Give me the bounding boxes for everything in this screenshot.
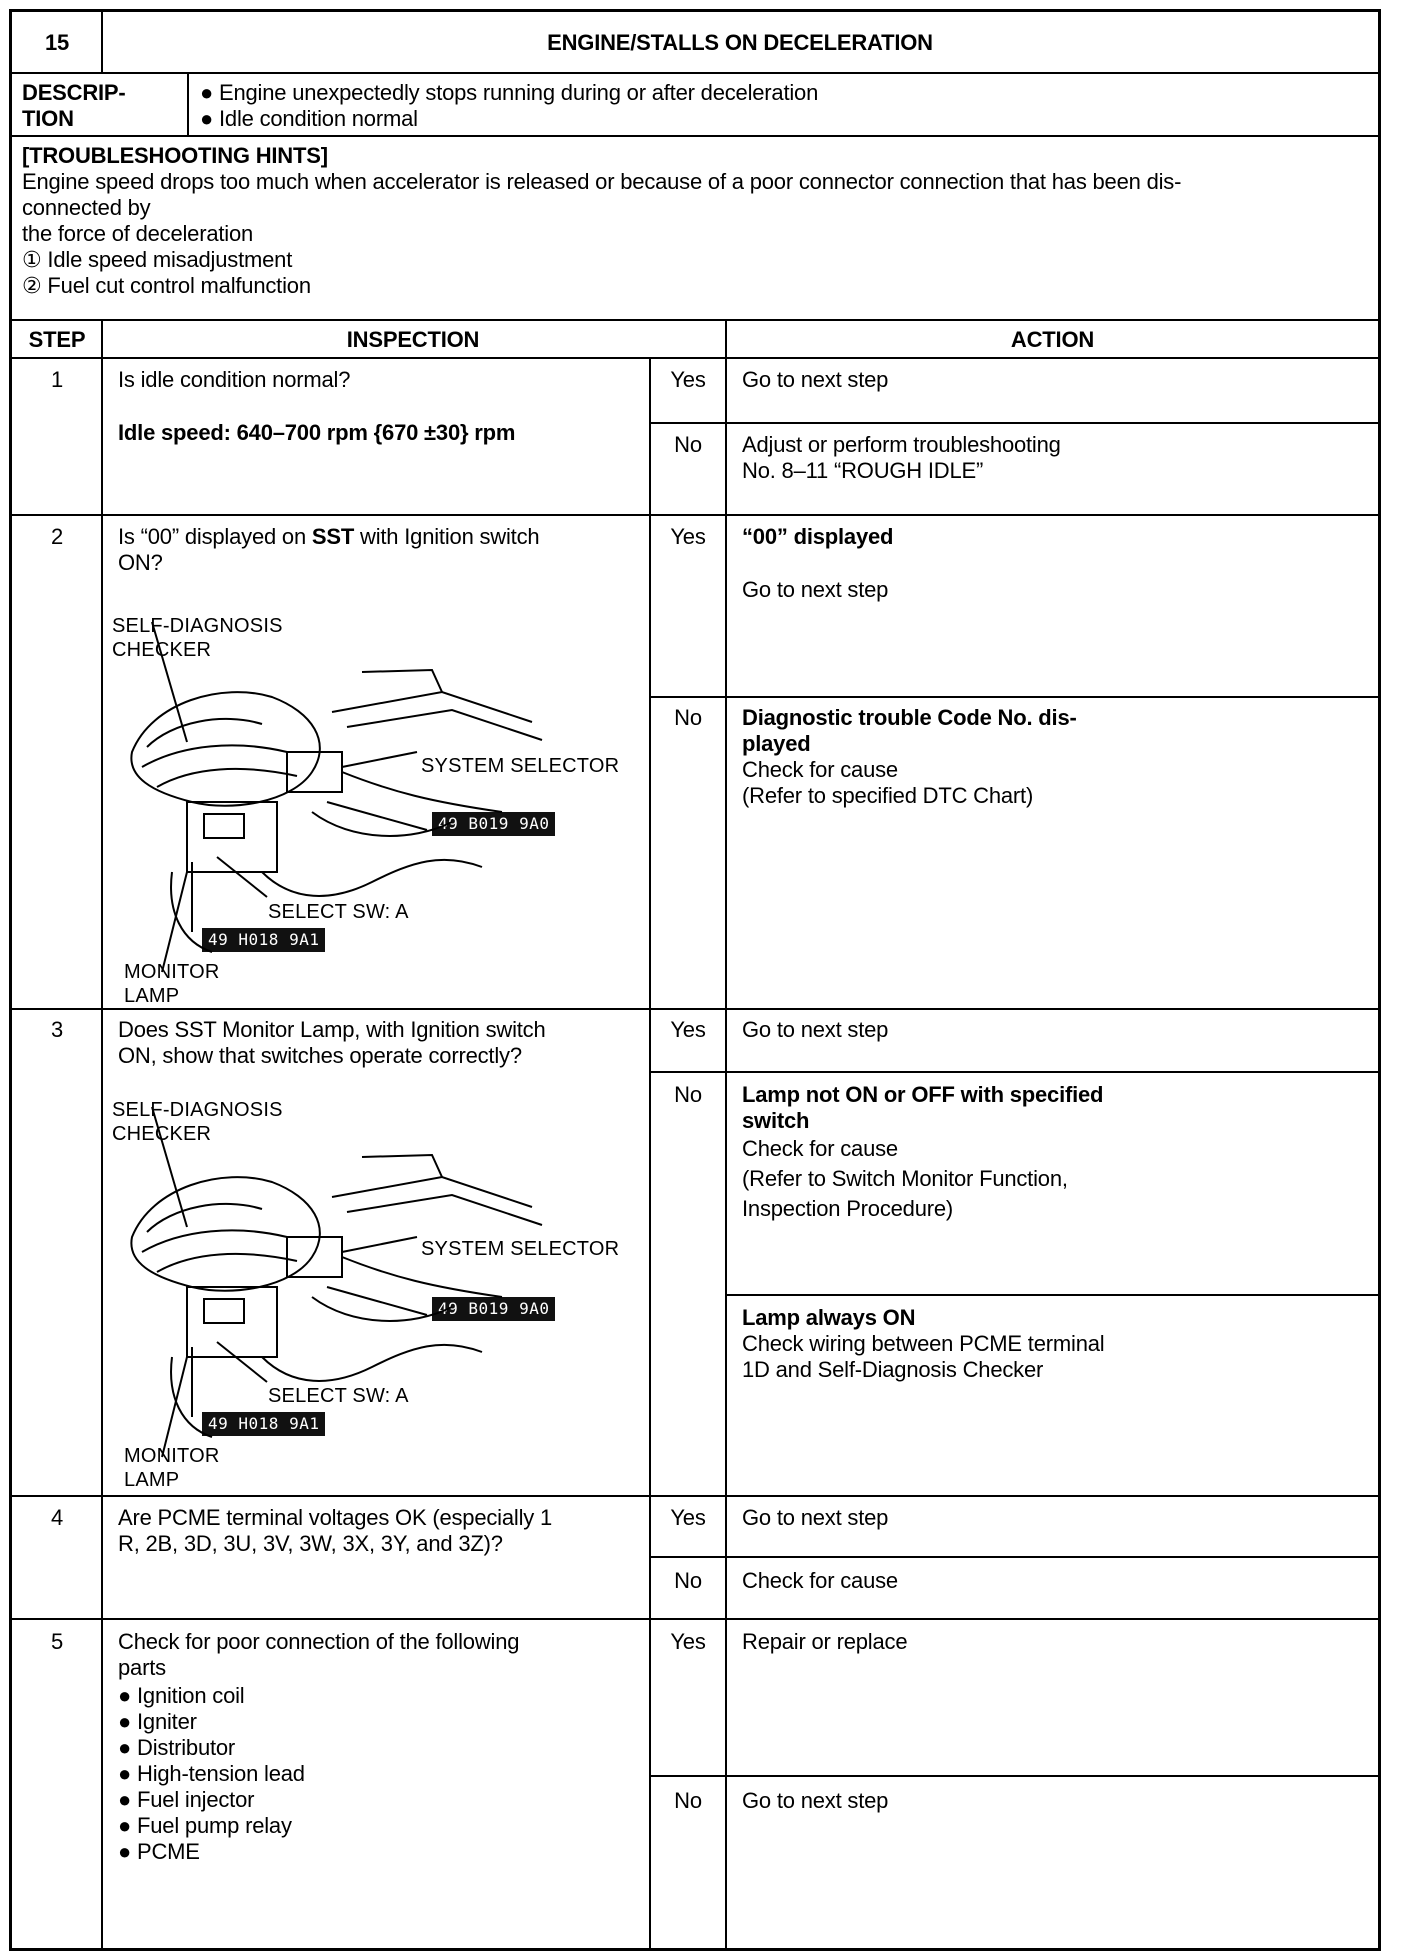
- step-number: 1: [50, 367, 64, 392]
- figure-label-monitor-lamp: MONITOR LAMP: [124, 1445, 220, 1491]
- leader-line: [342, 1237, 417, 1252]
- troubleshooting-page: [9, 9, 1381, 1951]
- bullet-icon: ●: [118, 1839, 132, 1864]
- rule: [12, 135, 1378, 137]
- list-item: ● Fuel injector: [118, 1787, 255, 1812]
- rule: [649, 1071, 1378, 1073]
- cable: [312, 812, 452, 836]
- action-heading: Diagnostic trouble Code No. dis- played: [742, 705, 1077, 756]
- leader-line: [327, 1287, 427, 1315]
- step-question: Are PCME terminal voltages OK (especially 1 R, 2B, 3D, 3U, 3V, 3W, 3X, 3Y, and 3Z)?: [118, 1505, 553, 1556]
- bullet-icon: ●: [118, 1683, 132, 1708]
- engine-detail: [142, 1230, 287, 1252]
- bullet-icon: ●: [200, 80, 214, 105]
- engine-detail: [157, 1254, 297, 1272]
- no-label: No: [674, 432, 702, 457]
- bullet-icon: ●: [118, 1813, 132, 1838]
- leader-line: [162, 872, 187, 972]
- yes-label: Yes: [670, 524, 706, 549]
- figure-label-checker: SELF-DIAGNOSIS CHECKER: [112, 1099, 283, 1145]
- leader-line: [217, 857, 267, 897]
- rule: [12, 1008, 1378, 1010]
- hints-text: connected by: [22, 195, 151, 220]
- yes-label: Yes: [670, 1505, 706, 1530]
- step-spec: Idle speed: 640–700 rpm {670 ±30} rpm: [118, 420, 516, 445]
- action-text: Go to next step: [742, 1505, 889, 1530]
- figure-label-monitor-lamp: MONITOR LAMP: [124, 961, 220, 1007]
- list-item: ● Engine unexpectedly stops running during or after deceleration: [200, 80, 819, 105]
- bullet-icon: ●: [118, 1735, 132, 1760]
- no-label: No: [674, 1788, 702, 1813]
- hood-detail: [362, 1155, 442, 1177]
- yes-label: Yes: [670, 1629, 706, 1654]
- cable: [312, 1297, 452, 1321]
- self-diagnosis-checker-illustration: [112, 652, 632, 982]
- action-text: Repair or replace: [742, 1629, 908, 1654]
- list-item: ● Idle condition normal: [200, 106, 418, 131]
- hint-item: ① Idle speed misadjustment: [22, 247, 293, 272]
- figure-label-select-switch: SELECT SW: A: [268, 1385, 409, 1407]
- list-item: ● PCME: [118, 1839, 200, 1864]
- hood-line: [332, 1177, 532, 1207]
- action-heading: “00” displayed: [742, 524, 894, 549]
- description-label-line: TION: [22, 106, 74, 131]
- step-number: 2: [50, 524, 64, 549]
- rule: [12, 1495, 1378, 1497]
- rule: [101, 319, 103, 1949]
- list-item: ● Fuel pump relay: [118, 1813, 292, 1838]
- parts-list: [118, 1683, 638, 1865]
- action-text: Check wiring between PCME terminal 1D and Self-Diagnosis Checker: [742, 1331, 1105, 1382]
- leader-line: [162, 1357, 187, 1457]
- cable: [262, 860, 482, 896]
- checker-display: [204, 814, 244, 838]
- rule: [12, 514, 1378, 516]
- rule: [187, 73, 189, 136]
- no-label: No: [674, 1568, 702, 1593]
- cable: [262, 1345, 482, 1381]
- bullet-icon: ●: [200, 106, 214, 131]
- cable: [342, 772, 502, 812]
- hints-text: the force of deceleration: [22, 221, 254, 246]
- checker-display: [204, 1299, 244, 1323]
- action-heading: Lamp not ON or OFF with specified switch: [742, 1082, 1104, 1133]
- bullet-icon: ●: [118, 1709, 132, 1734]
- rule: [649, 1556, 1378, 1558]
- action-heading: Lamp always ON: [742, 1305, 916, 1330]
- no-label: No: [674, 705, 702, 730]
- engine-detail: [142, 745, 287, 767]
- step-question: Check for poor connection of the following parts: [118, 1629, 520, 1680]
- action-text: Go to next step: [742, 367, 889, 392]
- leader-line: [342, 752, 417, 767]
- step-question: Is idle condition normal?: [118, 367, 351, 392]
- leader-line: [327, 802, 427, 830]
- hints-text: Engine speed drops too much when accelerator is released or because of a poor connector connection that has been dis-: [22, 169, 1182, 194]
- action-text: Check for cause (Refer to Switch Monitor Function, Inspection Procedure): [742, 1136, 1068, 1221]
- figure-label-selector: SYSTEM SELECTOR: [421, 755, 620, 777]
- engine-detail: [147, 1204, 262, 1232]
- rule: [649, 1775, 1378, 1777]
- bullet-icon: ●: [118, 1761, 132, 1786]
- step-question: Is “00” displayed on SST with Ignition switch ON?: [118, 524, 540, 575]
- rule: [725, 319, 727, 1949]
- figure-part-tag: 49 B019 9A0: [432, 812, 555, 836]
- column-header-step: STEP: [28, 327, 86, 352]
- rule: [12, 72, 1378, 74]
- cable: [342, 1257, 502, 1297]
- system-selector-box: [287, 1237, 342, 1277]
- hood-line: [347, 1195, 542, 1225]
- troubleshooting-hints: [22, 143, 1372, 299]
- hood-detail: [362, 670, 442, 692]
- engine-detail: [147, 719, 262, 747]
- no-label: No: [674, 1082, 702, 1107]
- rule: [12, 319, 1378, 321]
- column-header-action: ACTION: [1010, 327, 1095, 352]
- system-selector-box: [287, 752, 342, 792]
- figure-label-checker: SELF-DIAGNOSIS CHECKER: [112, 615, 283, 661]
- engine-outline: [131, 692, 319, 806]
- action-text: Adjust or perform troubleshooting No. 8–11 “ROUGH IDLE”: [742, 432, 1061, 483]
- figure-label-selector: SYSTEM SELECTOR: [421, 1238, 620, 1260]
- engine-detail: [157, 769, 297, 787]
- leader-line: [217, 1342, 267, 1382]
- chart-number: 15: [44, 30, 70, 55]
- list-item: ● Igniter: [118, 1709, 197, 1734]
- rule: [725, 1294, 1378, 1296]
- step-number: 5: [50, 1629, 64, 1654]
- figure-part-tag: 49 B019 9A0: [432, 1297, 555, 1321]
- self-diagnosis-checker-illustration: [112, 1137, 632, 1467]
- list-item: ● Ignition coil: [118, 1683, 245, 1708]
- action-text: Go to next step: [742, 577, 889, 602]
- rule: [12, 1618, 1378, 1620]
- bullet-icon: ●: [118, 1787, 132, 1812]
- yes-label: Yes: [670, 367, 706, 392]
- column-header-inspection: INSPECTION: [346, 327, 480, 352]
- step-number: 4: [50, 1505, 64, 1530]
- action-text: Check for cause: [742, 1568, 898, 1593]
- description-list: [200, 80, 818, 132]
- description-label-line: DESCRIP-: [22, 80, 126, 105]
- rule: [649, 357, 651, 1949]
- hood-line: [347, 710, 542, 740]
- list-item: ● Distributor: [118, 1735, 236, 1760]
- rule: [649, 696, 1378, 698]
- hood-line: [332, 692, 532, 722]
- hint-item: ② Fuel cut control malfunction: [22, 273, 311, 298]
- action-text: Check for cause (Refer to specified DTC Chart): [742, 757, 1034, 808]
- action-text: Go to next step: [742, 1788, 889, 1813]
- description-label: [22, 80, 126, 132]
- figure-part-tag: 49 H018 9A1: [202, 1412, 325, 1436]
- step-question: Does SST Monitor Lamp, with Ignition switch ON, show that switches operate correctly?: [118, 1017, 546, 1068]
- rule: [12, 357, 1378, 359]
- figure-label-select-switch: SELECT SW: A: [268, 901, 409, 923]
- page-title: ENGINE/STALLS ON DECELERATION: [547, 30, 933, 55]
- figure-part-tag: 49 H018 9A1: [202, 928, 325, 952]
- engine-outline: [131, 1177, 319, 1291]
- action-text: Go to next step: [742, 1017, 889, 1042]
- hints-heading: [TROUBLESHOOTING HINTS]: [22, 143, 328, 168]
- rule: [649, 422, 1378, 424]
- step-number: 3: [50, 1017, 64, 1042]
- list-item: ● High-tension lead: [118, 1761, 305, 1786]
- yes-label: Yes: [670, 1017, 706, 1042]
